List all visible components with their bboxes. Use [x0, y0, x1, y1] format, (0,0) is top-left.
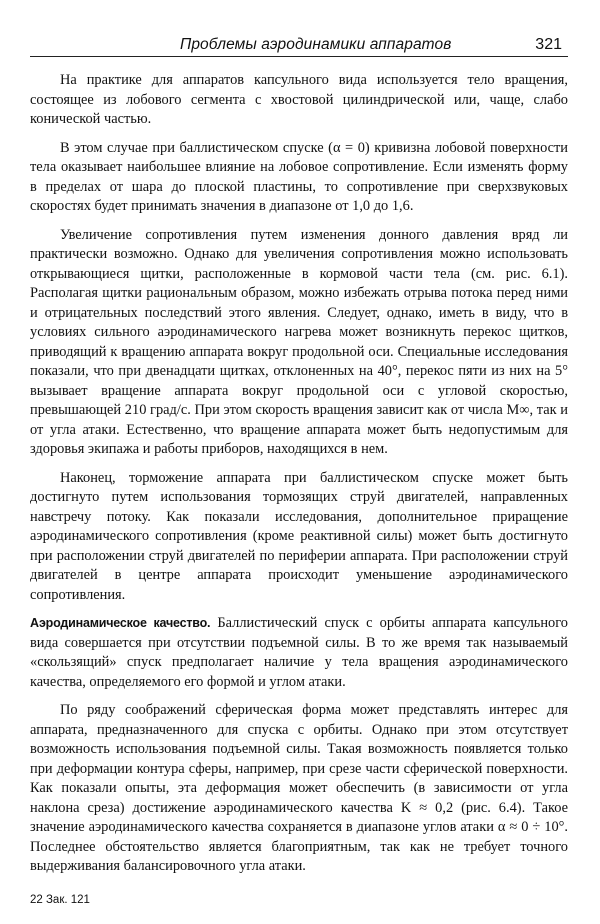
running-header [30, 30, 568, 57]
paragraph: Наконец, торможение аппарата при баллистическом спуске может быть достигнуто путем использования тормозящих струй двигателей, направленных навстречу потоку. Как показали исследования, дополнительное приращение аэродинамического сопротивления (кроме реактивной силы) может быть достигнуто при расположении струй двигателей по периферии аппарата. При расположении струй двигателей в центре аппарата происходит уменьшение аэродинамического сопротивления. [30, 469, 568, 603]
page-number: 321 [535, 36, 562, 53]
running-title: Проблемы аэродинамики аппаратов [180, 36, 452, 53]
section-paragraph [30, 614, 568, 692]
section-heading: Аэродинамическое качество. [30, 616, 211, 630]
section-text: Баллистический спуск с орбиты аппарата капсульного вида совершается при отсутствии подъемной силы. В то же время так называемый «скользящий» спуск предполагает наличие у тела вращения аэродинамического качества, определяемого его формой и углом атаки. [30, 615, 568, 690]
book-page [30, 30, 568, 910]
signature-mark: 22 Зак. 121 [30, 894, 90, 906]
page-body [30, 71, 568, 877]
paragraph: Увеличение сопротивления путем изменения донного давления вряд ли практически возможно. Однако для увеличения сопротивления можно использовать открывающиеся щитки, расположенные в кормовой части тела (см. рис. 6.1). Располагая щитки рациональным образом, можно избежать отрыва потока перед ними и отрицательных последствий этого явления. Следует, однако, иметь в виду, что в условиях сильного аэродинамического нагрева может возникнуть перекос щитков, приводящий к вращению аппарата вокруг продольной оси. Специальные исследования показали, что при двенадцати щитках, отклоненных на 40°, перекос пяти из них на 5° вызывает вращение аппарата вокруг продольной оси с угловой скоростью, превышающей 210 град/с. При этом скорость вращения зависит как от числа M∞, так и от угла атаки. Естественно, что вращение аппарата может быть недопустимым для здоровья экипажа и работы приборов, находящихся в нем. [30, 226, 568, 457]
paragraph: По ряду соображений сферическая форма может представлять интерес для аппарата, предназначенного для спуска с орбиты. Однако при этом отсутствует возможность использования подъемной силы. Такая возможность появляется только при деформации контура сферы, например, при срезе части сферической поверхности. Как показали опыты, эта деформация может обеспечить (в зависимости от угла наклона среза) достижение аэродинамического качества K ≈ 0,2 (рис. 6.4). Такое значение аэродинамического качества сохраняется в диапазоне углов атаки α ≈ 0 ÷ 10°. Последнее обстоятельство является благоприятным, так как не требует точного выдерживания балансировочного угла атаки. [30, 702, 568, 874]
paragraph: На практике для аппаратов капсульного вида используется тело вращения, состоящее из лобового сегмента с хвостовой цилиндрической или, чаще, слабо конической частью. [30, 72, 568, 127]
paragraph: В этом случае при баллистическом спуске (α = 0) кривизна лобовой поверхности тела оказывает наибольшее влияние на лобовое сопротивление. Если изменять форму в пределах от шара до плоской пластины, то сопротивление при сверхзвуковых скоростях будет принимать значения в диапазоне от 1,0 до 1,6. [30, 139, 568, 214]
